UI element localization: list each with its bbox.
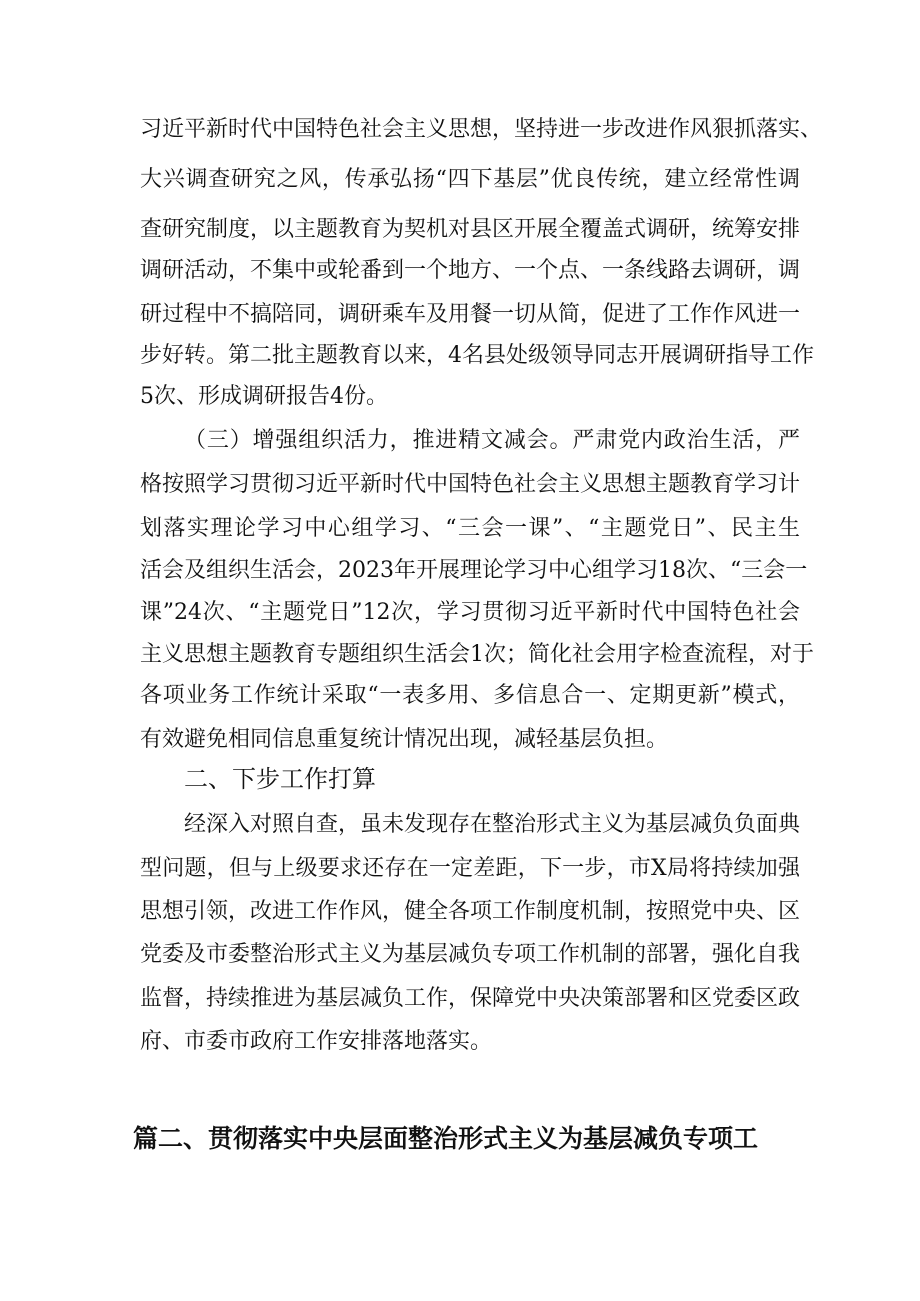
section-heading: 二、下步工作打算 [184,765,376,793]
paragraph-line: 步好转。第二批主题教育以来，4名县处级领导同志开展调研指导工作 [140,343,814,368]
paragraph-line: 大兴调查研究之风，传承弘扬“四下基层”优良传统，建立经常性调 [140,167,800,192]
paragraph-line: （三）增强组织活力，推进精文减会。严肃党内政治生活，严 [184,428,800,453]
paragraph-line: 调研活动，不集中或轮番到一个地方、一个点、一条线路去调研，调 [140,258,801,283]
paragraph-line: 型问题，但与上级要求还存在一定差距，下一步，市X局将持续加强 [140,856,800,881]
paragraph-line: 习近平新时代中国特色社会主义思想，坚持进一步改进作风狠抓落实、 [140,117,823,142]
paragraph-line: 活会及组织生活会，2023年开展理论学习中心组学习18次、“三会一 [140,558,808,583]
paragraph-line: 经深入对照自查，虽未发现存在整治形式主义为基层减负负面典 [184,812,801,837]
paragraph-line: 划落实理论学习中心组学习、“三会一课”、“主题党日”、民主生 [140,516,800,541]
paragraph-line: 5次、形成调研报告4份。 [140,384,388,409]
paragraph-line: 党委及市委整治形式主义为基层减负专项工作机制的部署，强化自我 [140,942,801,967]
paragraph-line: 研过程中不搞陪同，调研乘车及用餐一切从简，促进了工作作风进一 [140,302,801,327]
paragraph-line: 思想引领，改进工作作风，健全各项工作制度机制，按照党中央、区 [140,899,801,924]
paragraph-line: 主义思想主题教育专题组织生活会1次；简化社会用字检查流程，对于 [140,642,814,667]
paragraph-line: 各项业务工作统计采取“一表多用、多信息合一、定期更新”模式， [140,683,800,708]
paragraph-line: 查研究制度，以主题教育为契机对县区开展全覆盖式调研，统筹安排 [140,217,801,242]
paragraph-line: 格按照学习贯彻习近平新时代中国特色社会主义思想主题教育学习计 [140,472,801,497]
article-heading: 篇二、贯彻落实中央层面整治形式主义为基层减负专项工 [133,1124,759,1153]
paragraph-line: 课”24次、“主题党日”12次，学习贯彻习近平新时代中国特色社会 [140,600,800,625]
paragraph-line: 监督，持续推进为基层减负工作，保障党中央决策部署和区党委区政 [140,986,801,1011]
paragraph-line: 府、市委市政府工作安排落地落实。 [140,1029,493,1054]
paragraph-line: 有效避免相同信息重复统计情况出现，减轻基层负担。 [140,727,669,752]
